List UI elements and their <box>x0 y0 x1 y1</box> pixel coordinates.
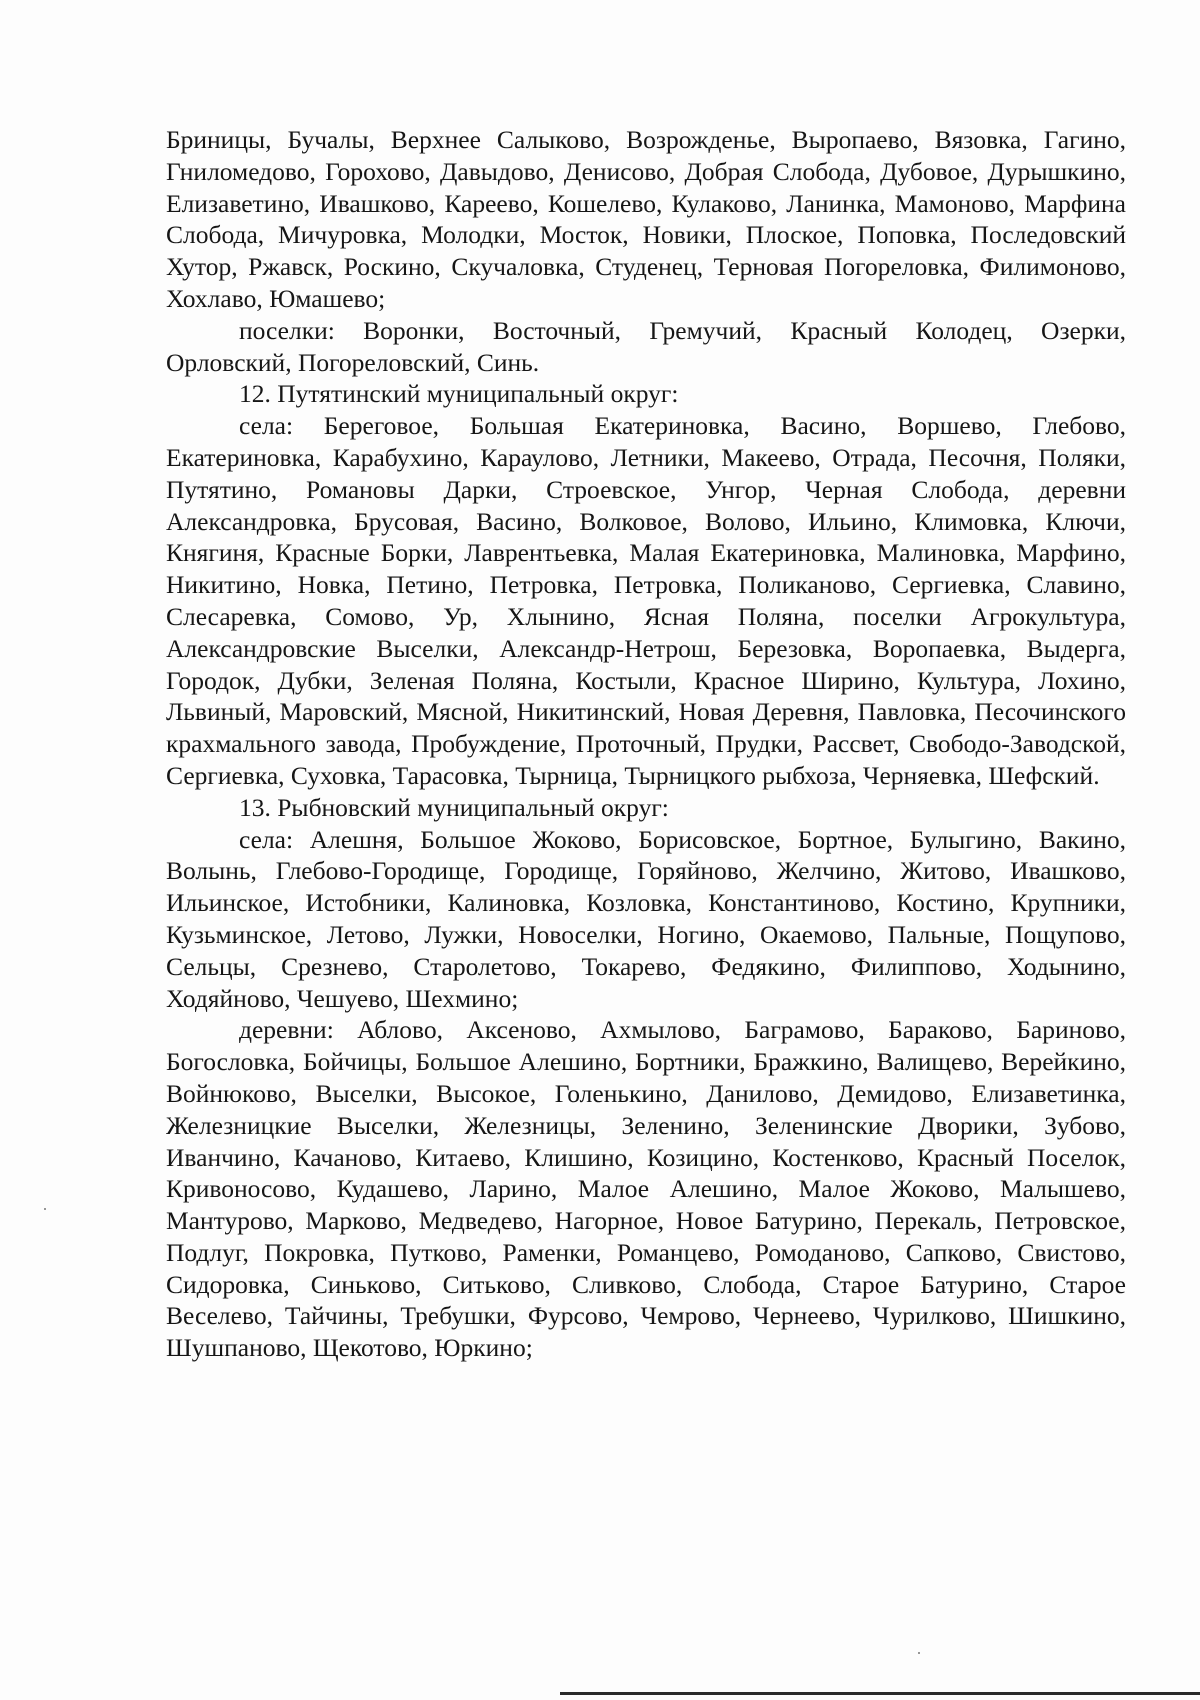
rybnovsky-villages: села: Алешня, Большое Жоково, Борисовское, Бортное, Булыгино, Вакино, Волынь, Глебово-Городище, Городище, Горяйново, Желчино, Житово, Ивашково, Ильинское, Истобники, Калиновка, Козловка, Константиново, Костино, Крупники, Кузьминское, Летово, Лужки, Новоселки, Ногино, Окаемово, Пальные, Пощупово, Сельцы, Срезнево, Старолетово, Токарево, Федякино, Филиппово, Ходынино, Ходяйново, Чешуево, Шехмино; <box>166 824 1126 1013</box>
villages-list-continued: Бриницы, Бучалы, Верхнее Салыково, Возрожденье, Выропаево, Вязовка, Гагино, Гниломедово, Горохово, Давыдово, Денисово, Добрая Слобода, Дубовое, Дурышкино, Елизаветино, Ивашково, Кареево, Кошелево, Кулаково, Ланинка, Мамоново, Марфина Слобода, Мичуровка, Молодки, Мосток, Новики, Плоское, Поповка, Последовский Хутор, Ржавск, Роскино, Скучаловка, Студенец, Терновая Погореловка, Филимоново, Хохлаво, Юмашево; <box>166 125 1126 313</box>
document-body <box>166 124 1126 1364</box>
scan-speck <box>918 1652 920 1654</box>
rybnovsky-hamlets: деревни: Аблово, Аксеново, Ахмылово, Баграмово, Бараково, Бариново, Богословка, Бойчицы, Большое Алешино, Бортники, Бражкино, Валищево, Верейкино, Войнюково, Выселки, Высокое, Голенькино, Данилово, Демидово, Елизаветинка, Железницкие Выселки, Железницы, Зеленино, Зеленинские Дворики, Зубово, Иванчино, Качаново, Китаево, Клишино, Козицино, Костенково, Красный Поселок, Кривоносово, Кудашево, Ларино, Малое Алешино, Малое Жоково, Малышево, Мантурово, Марково, Медведево, Нагорное, Новое Батурино, Перекаль, Петровское, Подлуг, Покровка, Путково, Раменки, Романцево, Ромоданово, Сапково, Свистово, Сидоровка, Синьково, Ситьково, Сливково, Слобода, Старое Батурино, Старое Веселево, Тайчины, Требушки, Фурсово, Чемрово, Чернеево, Чурилково, Шишкино, Шушпаново, Щекотово, Юркино; <box>166 1015 1126 1363</box>
section-heading-12: 12. Путятинский муниципальный округ: <box>239 379 679 409</box>
scan-edge-line <box>560 1692 1200 1695</box>
settlements-list: поселки: Воронки, Восточный, Гремучий, Красный Колодец, Озерки, Орловский, Погореловский, Синь. <box>166 315 1126 377</box>
putyatinsky-settlements: села: Береговое, Большая Екатериновка, Васино, Воршево, Глебово, Екатериновка, Карабухино, Караулово, Летники, Макеево, Отрада, Песочня, Поляки, Путятино, Романовы Дарки, Строевское, Унгор, Черная Слобода, деревни Александровка, Брусовая, Васино, Волковое, Волово, Ильино, Климовка, Ключи, Княгиня, Красные Борки, Лаврентьевка, Малая Екатериновка, Малиновка, Марфино, Никитино, Новка, Петино, Петровка, Петровка, Поликаново, Сергиевка, Славино, Слесаревка, Сомово, Ур, Хлынино, Ясная Поляна, поселки Агрокультура, Александровские Выселки, Александр-Нетрош, Березовка, Воропаевка, Выдерга, Городок, Дубки, Зеленая Поляна, Костыли, Красное Ширино, Культура, Лохино, Львиный, Маровский, Мясной, Никитинский, Новая Деревня, Павловка, Песочинского крахмального завода, Пробуждение, Проточный, Прудки, Рассвет, Свободо-Заводской, Сергиевка, Суховка, Тарасовка, Тырница, Тырницкого рыбхоза, Черняевка, Шефский. <box>166 411 1126 790</box>
section-heading-13: 13. Рыбновский муниципальный округ: <box>239 792 669 822</box>
scan-speck <box>44 1208 46 1210</box>
